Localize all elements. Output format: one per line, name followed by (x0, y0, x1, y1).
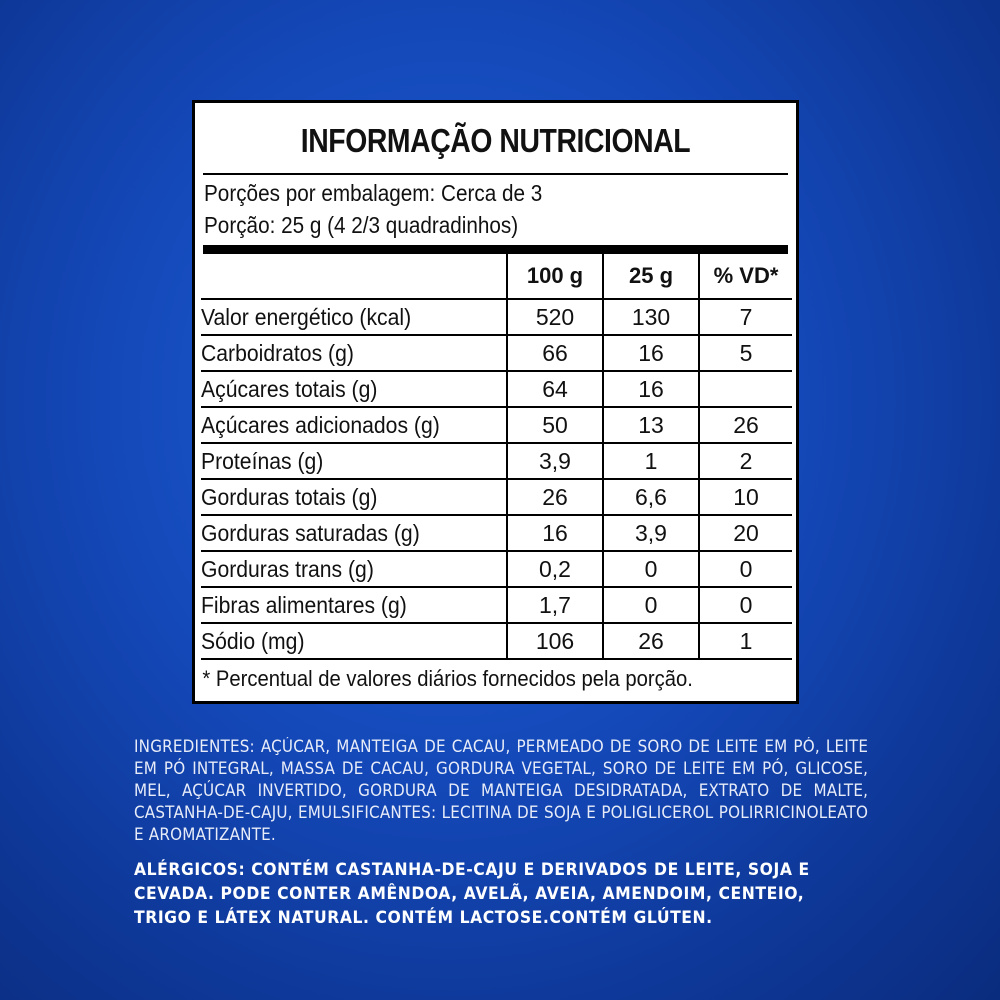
nutrient-name: Valor energético (kcal) (201, 299, 507, 335)
table-row (201, 335, 792, 371)
table-row (201, 371, 792, 407)
value-100g: 16 (507, 515, 603, 551)
value-vd: 1 (699, 623, 792, 659)
nutrient-name: Proteínas (g) (201, 443, 507, 479)
value-100g: 64 (507, 371, 603, 407)
column-header-vd: % VD* (699, 254, 792, 299)
nutrition-facts-label (192, 100, 799, 704)
table-row (201, 551, 792, 587)
table-row (201, 479, 792, 515)
value-vd: 20 (699, 515, 792, 551)
value-25g: 130 (603, 299, 699, 335)
value-100g: 106 (507, 623, 603, 659)
column-header-100g: 100 g (507, 254, 603, 299)
value-100g: 1,7 (507, 587, 603, 623)
nutrient-name: Carboidratos (g) (201, 335, 507, 371)
value-25g: 6,6 (603, 479, 699, 515)
column-header-25g: 25 g (603, 254, 699, 299)
value-25g: 1 (603, 443, 699, 479)
table-row (201, 299, 792, 335)
value-vd: 2 (699, 443, 792, 479)
nutrient-name: Açúcares adicionados (g) (201, 407, 507, 443)
nutrient-name: Açúcares totais (g) (201, 371, 507, 407)
nutrient-name: Gorduras totais (g) (201, 479, 507, 515)
table-row (201, 587, 792, 623)
value-vd: 5 (699, 335, 792, 371)
column-header-nutrient (201, 254, 507, 299)
value-vd: 0 (699, 551, 792, 587)
footnote: * Percentual de valores diários fornecidos pela porção. (202, 666, 693, 691)
title-divider (203, 173, 788, 175)
serving-size: Porção: 25 g (4 2/3 quadradinhos) (204, 212, 519, 238)
value-100g: 50 (507, 407, 603, 443)
label-title: INFORMAÇÃO NUTRICIONAL (300, 122, 691, 159)
table-row (201, 515, 792, 551)
value-vd: 0 (699, 587, 792, 623)
value-vd: 7 (699, 299, 792, 335)
value-100g: 26 (507, 479, 603, 515)
nutrient-name: Gorduras saturadas (g) (201, 515, 507, 551)
servings-per-package: Porções por embalagem: Cerca de 3 (204, 180, 543, 206)
value-100g: 0,2 (507, 551, 603, 587)
table-row (201, 407, 792, 443)
value-vd: 10 (699, 479, 792, 515)
value-25g: 0 (603, 551, 699, 587)
value-vd: 26 (699, 407, 792, 443)
value-25g: 16 (603, 371, 699, 407)
value-100g: 3,9 (507, 443, 603, 479)
nutrient-name: Sódio (mg) (201, 623, 507, 659)
value-25g: 13 (603, 407, 699, 443)
value-vd (699, 371, 792, 407)
allergens-text: ALÉRGICOS: CONTÉM CASTANHA-DE-CAJU E DERIVADOS DE LEITE, SOJA E CEVADA. PODE CONTER AMÊNDOA, AVELÃ, AVEIA, AMENDOIM, CENTEIO, TRIGO E LÁTEX NATURAL. CONTÉM LACTOSE.CONTÉM GLÚTEN. (134, 860, 810, 928)
nutrient-name: Gorduras trans (g) (201, 551, 507, 587)
nutrient-name: Fibras alimentares (g) (201, 587, 507, 623)
table-row (201, 443, 792, 479)
ingredients-text: INGREDIENTES: AÇÚCAR, MANTEIGA DE CACAU, PERMEADO DE SORO DE LEITE EM PÓ, LEITE EM PÓ INTEGRAL, MASSA DE CACAU, GORDURA VEGETAL, SORO DE LEITE EM PÓ, GLICOSE, MEL, AÇÚCAR INVERTIDO, GORDURA DE MANTEIGA DESIDRATADA, EXTRATO DE MALTE, CASTANHA-DE-CAJU, EMULSIFICANTES: LECITINA DE SOJA E POLIGLICEROL POLIRRICINOLEATO E AROMATIZANTE. (134, 737, 869, 844)
table-row (201, 623, 792, 659)
value-25g: 16 (603, 335, 699, 371)
nutrition-table (201, 254, 792, 660)
table-header-row (201, 254, 792, 299)
value-100g: 520 (507, 299, 603, 335)
value-25g: 0 (603, 587, 699, 623)
value-25g: 26 (603, 623, 699, 659)
serving-divider (203, 245, 788, 254)
value-25g: 3,9 (603, 515, 699, 551)
value-100g: 66 (507, 335, 603, 371)
